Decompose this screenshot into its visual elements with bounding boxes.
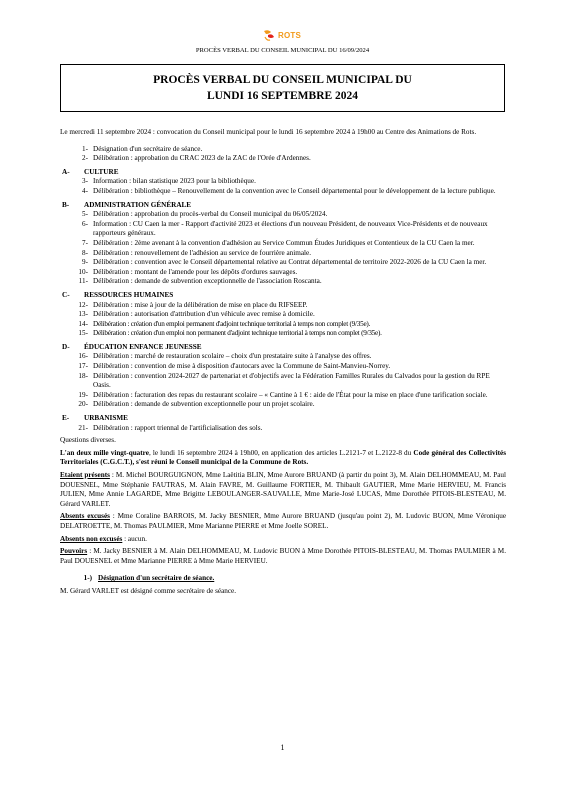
agenda-item-number: 11- (78, 277, 88, 286)
subsection-title: Désignation d'un secrétaire de séance. (98, 574, 215, 583)
opening-bold-end: Code général des Collectivités Territoriales (C.G.C.T.), s'est réuni le Conseil municipal de la Commune de Rots. (60, 448, 507, 467)
agenda-item-text: Désignation d'un secrétaire de séance. (93, 144, 203, 153)
section-letter: A- (62, 167, 70, 176)
agenda-item-number: 4- (82, 186, 88, 195)
agenda-item-number: 21- (78, 423, 88, 432)
agenda-item (60, 362, 506, 372)
agenda-item-text: Information : bilan statistique 2023 pour la bibliothèque. (93, 177, 256, 186)
section-title: ADMINISTRATION GÉNÉRALE (84, 200, 192, 209)
agenda-item (60, 210, 506, 220)
present-label: Etaient présents (60, 471, 110, 479)
agenda-item-number: 16- (78, 352, 88, 361)
agenda-item-number: 13- (78, 310, 88, 319)
agenda-item-number: 6- (82, 219, 88, 228)
not-excused-members (60, 535, 506, 545)
section-letter: C- (62, 290, 70, 299)
agenda-item-text: Délibération : création d'un emploi permanent d'adjoint technique territorial à temps non complet (9/35e). (93, 319, 371, 328)
title-line-2: LUNDI 16 SEPTEMBRE 2024 (206, 90, 359, 102)
agenda-item (60, 154, 506, 164)
powers-label: Pouvoirs (60, 547, 88, 556)
opening-middle: , le lundi 16 septembre 2024 à 19h00, en application des articles L.2121-7 et L.2122-8 du (148, 448, 414, 457)
agenda-item (60, 352, 506, 362)
agenda-item-number: 18- (78, 371, 88, 380)
agenda-item (60, 187, 506, 197)
section-letter: E- (62, 414, 70, 423)
opening-paragraph (60, 449, 506, 468)
agenda-item (60, 329, 506, 339)
secretary-paragraph: M. Gérard VARLET est désigné comme secrétaire de séance. (60, 586, 237, 595)
section-heading (60, 168, 506, 178)
agenda-item (60, 249, 506, 259)
agenda-item-text: Délibération : approbation du procès-verbal du Conseil municipal du 06/05/2024. (93, 210, 328, 219)
agenda-item-text: Délibération : rapport triennal de l'artificialisation des sols. (93, 423, 263, 432)
agenda-item-number: 5- (82, 210, 88, 219)
agenda-item-text: Délibération : convention 2024-2027 de partenariat et d'objectifs avec la Fédération Familles Rurales du Calvados pour la gestion du RPE Oasis. (93, 371, 490, 390)
section-letter: B- (62, 200, 70, 209)
agenda-item-text: Information : CU Caen la mer - Rapport d'activité 2023 et élections d'un nouveau Président, de nouveaux Vice-Présidents et de nouveaux rapporteurs généraux. (93, 219, 488, 238)
agenda-item-number: 3- (82, 177, 88, 186)
agenda-item-number: 17- (78, 362, 88, 371)
agenda-item (60, 239, 506, 249)
agenda-item (60, 145, 506, 155)
agenda-item-text: Délibération : autorisation d'attribution d'un véhicule avec remise à domicile. (93, 310, 315, 319)
excused-text: : Mme Coraline BARROIS, M. Jacky BESNIER, Mme Aurore BRUAND (jusqu'au point 2), M. Ludovic BUON, Mme Véronique DELATROETTE, M. Thomas PAULMIER, Mme Marianne PIERRE et Mme Joelle SOREL. (60, 512, 507, 530)
agenda-item (60, 320, 506, 330)
agenda-item (60, 268, 506, 278)
opening-bold-start: L'an deux mille vingt-quatre (60, 448, 149, 457)
agenda-item (60, 220, 506, 239)
section-heading (60, 343, 506, 353)
agenda-item-text: Délibération : convention de mise à disposition d'autocars avec la Commune de Saint-Manvieu-Norrey. (93, 362, 391, 371)
agenda-item (60, 400, 506, 410)
present-members (60, 471, 506, 509)
section-title: ÉDUCATION ENFANCE JEUNESSE (84, 342, 202, 351)
agenda-item-text: Délibération : création d'un emploi non permanent d'adjoint technique territorial à temps non complet (9/35e). (93, 329, 382, 338)
agenda-item-text: Délibération : demande de subvention exceptionnelle pour un projet scolaire. (93, 400, 315, 409)
rots-logo (262, 28, 301, 42)
agenda-item-number: 12- (78, 300, 88, 309)
document-title (60, 64, 505, 112)
agenda-item-text: Délibération : bibliothèque – Renouvellement de la convention avec le Conseil départemental pour le développement de la lecture publique. (93, 186, 496, 195)
agenda-item-text: Délibération : demande de subvention exceptionnelle de l'association Roscanta. (93, 277, 322, 286)
running-header: PROCÈS VERBAL DU CONSEIL MUNICIPAL DU 16/09/2024 (195, 47, 370, 54)
agenda-item (60, 258, 506, 268)
agenda-item-text: Délibération : montant de l'amende pour les dépôts d'ordures sauvages. (93, 267, 298, 276)
agenda-item (60, 424, 506, 434)
section-letter: D- (62, 342, 70, 351)
agenda-item-number: 10- (78, 267, 88, 276)
powers (60, 547, 506, 566)
section-title: RESSOURCES HUMAINES (84, 290, 174, 299)
agenda-item-number: 8- (82, 248, 88, 257)
agenda-item-number: 7- (82, 238, 88, 247)
agenda-item-number: 20- (78, 400, 88, 409)
agenda-item-number: 15- (78, 329, 88, 338)
not-excused-label: Absents non excusés (60, 534, 123, 543)
agenda-item (60, 277, 506, 287)
questions-diverses: Questions diverses. (60, 436, 116, 445)
agenda-item-number: 1- (82, 144, 88, 153)
agenda-item-number: 19- (78, 390, 88, 399)
subsection-heading (60, 574, 506, 584)
excused-members (60, 512, 506, 531)
title-line-1: PROCÈS VERBAL DU CONSEIL MUNICIPAL DU (153, 74, 412, 86)
subsection-number: 1-) (83, 574, 92, 583)
section-heading (60, 201, 506, 211)
section-title: CULTURE (84, 167, 119, 176)
agenda-item (60, 177, 506, 187)
agenda-item (60, 391, 506, 401)
agenda-item-text: Délibération : approbation du CRAC 2023 de la ZAC de l'Orée d'Ardennes. (93, 154, 311, 163)
agenda-item-text: Délibération : convention avec le Conseil départemental relative au Contrat départemental de territoire 2022-2026 de la CU Caen la mer. (93, 258, 487, 267)
present-text: : M. Michel BOURGUIGNON, Mme Laëtitia BLIN, Mme Aurore BRUAND (à partir du point 3), M. Alain DELHOMMEAU, M. Paul DOUESNEL, Mme Stéphanie FAUTRAS, M. Alain FAVRE, M. Guillaume FORTIER, M. Thibault GAUTIER, Mme Marie HERVIEU, M. Francis JULIEN, Mme Annie LAGARDE, Mme Brigitte LEBOULANGER-SAUVALLE, Mme Marie-José LUCAS, Mme Dorothée PITOIS-BLESTEAU, M. Gérard VARLET. (60, 471, 506, 508)
agenda-item (60, 301, 506, 311)
section-heading (60, 291, 506, 301)
agenda-item-text: Délibération : renouvellement de l'adhésion au service de fourrière animale. (93, 248, 312, 257)
agenda-item-text: Délibération : marché de restauration scolaire – choix d'un prestataire suite à l'analyse des offres. (93, 352, 372, 361)
document-body (60, 128, 506, 597)
not-excused-text: : aucun. (122, 534, 147, 543)
agenda-item-number: 14- (78, 319, 88, 328)
agenda-item-text: Délibération : facturation des repas du restaurant scolaire – « Cantine à 1 € : aide de l'État pour la mise en place d'une tarification sociale. (93, 390, 488, 399)
convocation-paragraph: Le mercredi 11 septembre 2024 : convocation du Conseil municipal pour le lundi 16 septembre 2024 à 19h00 au Centre des Animations de Rots. (60, 128, 477, 136)
agenda-item-text: Délibération : mise à jour de la délibération de mise en place du RIFSEEP. (93, 300, 308, 309)
section-heading (60, 414, 506, 424)
agenda-item-text: Délibération : 2ème avenant à la convention d'adhésion au Service Commun Études Juridiques et Contentieux de la CU Caen la mer. (93, 238, 475, 247)
excused-label: Absents excusés (60, 512, 110, 521)
powers-text: : M. Jacky BESNIER à M. Alain DELHOMMEAU, M. Ludovic BUON à Mme Dorothée PITOIS-BLESTEAU, M. Thomas PAULMIER à M. Paul DOUESNEL et Mme Marianne PIERRE à Mme Marie HERVIEU. (60, 547, 506, 565)
rots-logo-text: ROTS (278, 30, 302, 40)
rots-logo-mark (262, 28, 276, 42)
section-title: URBANISME (84, 414, 128, 423)
agenda-item (60, 372, 506, 391)
page-number: 1 (280, 743, 285, 752)
agenda-item (60, 310, 506, 320)
agenda-item-number: 9- (82, 258, 88, 267)
agenda-item-number: 2- (82, 154, 88, 163)
